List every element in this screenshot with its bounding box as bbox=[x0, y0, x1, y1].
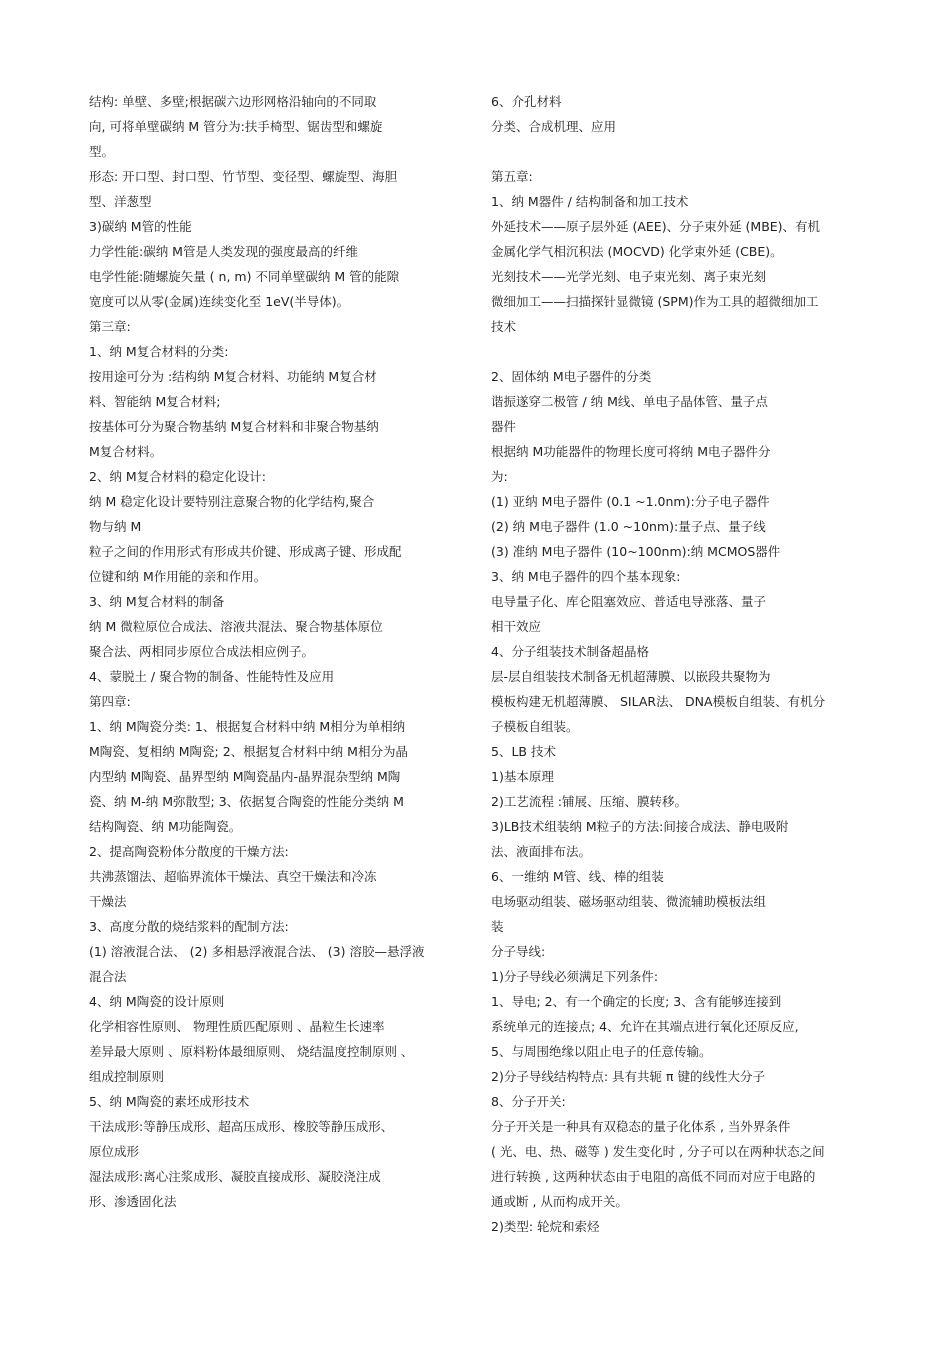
left-column bbox=[89, 89, 449, 1214]
text-line: 湿法成形:离心注浆成形、凝胶直接成形、凝胶浇注成 bbox=[89, 1169, 381, 1184]
text-line: 结构陶瓷、纳 M功能陶瓷。 bbox=[89, 819, 242, 834]
text-line: 组成控制原则 bbox=[89, 1069, 165, 1084]
text-line: 电场驱动组装、磁场驱动组装、微流辅助模板法组 bbox=[491, 894, 767, 909]
text-line: 差异最大原则 、原料粉体最细原则、 烧结温度控制原则 、 bbox=[89, 1044, 414, 1059]
text-line: 5、与周围绝缘以阻止电子的任意传输。 bbox=[491, 1044, 712, 1059]
text-line: 3、高度分散的烧结浆料的配制方法: bbox=[89, 919, 289, 934]
text-line: 4、分子组装技术制备超晶格 bbox=[491, 644, 649, 659]
text-line: (1) 亚纳 M电子器件 (0.1 ~1.0nm):分子电子器件 bbox=[491, 494, 770, 509]
text-line: 4、蒙脱土 / 聚合物的制备、性能特性及应用 bbox=[89, 669, 335, 684]
text-line: 第四章: bbox=[89, 694, 131, 709]
text-line: 6、一维纳 M管、线、棒的组装 bbox=[491, 869, 664, 884]
text-line: 2、固体纳 M电子器件的分类 bbox=[491, 369, 652, 384]
text-line: 物与纳 M bbox=[89, 519, 142, 534]
text-line: 1、纳 M陶瓷分类: 1、根据复合材料中纳 M相分为单相纳 bbox=[89, 719, 406, 734]
text-line: 化学相容性原则、 物理性质匹配原则 、晶粒生长速率 bbox=[89, 1019, 385, 1034]
text-line: 2)分子导线结构特点: 具有共轭 π 键的线性大分子 bbox=[491, 1069, 765, 1084]
text-line: 宽度可以从零(金属)连续变化至 1eV(半导体)。 bbox=[89, 294, 350, 309]
text-line: 2)工艺流程 :铺展、压缩、膜转移。 bbox=[491, 794, 688, 809]
text-line: 3、纳 M复合材料的制备 bbox=[89, 594, 225, 609]
text-line: 子模板自组装。 bbox=[491, 719, 579, 734]
text-line: 形态: 开口型、封口型、竹节型、变径型、螺旋型、海胆 bbox=[89, 169, 398, 184]
text-line: 为: bbox=[491, 469, 508, 484]
text-line: ( 光、电、热、磁等 ) 发生变化时 , 分子可以在两种状态之间 bbox=[491, 1144, 825, 1159]
text-line: 5、纳 M陶瓷的素坯成形技术 bbox=[89, 1094, 250, 1109]
text-line: 2、提高陶瓷粉体分散度的干燥方法: bbox=[89, 844, 289, 859]
text-line: 通或断 , 从而构成开关。 bbox=[491, 1194, 628, 1209]
text-line: 第三章: bbox=[89, 319, 131, 334]
text-line: 电学性能:随螺旋矢量 ( n, m) 不同单壁碳纳 M 管的能隙 bbox=[89, 269, 400, 284]
text-line: 微细加工——扫描探针显微镜 (SPM)作为工具的超微细加工 bbox=[491, 294, 819, 309]
text-line: 按用途可分为 :结构纳 M复合材料、功能纳 M复合材 bbox=[89, 369, 377, 384]
text-line: 型。 bbox=[89, 144, 115, 159]
text-line: 光刻技术——光学光刻、电子束光刻、离子束光刻 bbox=[491, 269, 767, 284]
text-line: 第五章: bbox=[491, 169, 533, 184]
text-line: M复合材料。 bbox=[89, 444, 163, 459]
text-line: (1) 溶液混合法、 (2) 多相悬浮液混合法、 (3) 溶胶—悬浮液 bbox=[89, 944, 425, 959]
text-line: 8、分子开关: bbox=[491, 1094, 566, 1109]
text-line: 外延技术——原子层外延 (AEE)、分子束外延 (MBE)、有机 bbox=[491, 219, 821, 234]
text-line: 装 bbox=[491, 919, 504, 934]
text-line: 结构: 单壁、多壁;根据碳六边形网格沿轴向的不同取 bbox=[89, 94, 377, 109]
text-line: 干燥法 bbox=[89, 894, 127, 909]
text-line: 分子开关是一种具有双稳态的量子化体系 , 当外界条件 bbox=[491, 1119, 791, 1134]
text-line: 模板构建无机超薄膜、 SILAR法、 DNA模板自组装、有机分 bbox=[491, 694, 826, 709]
text-line: 根据纳 M功能器件的物理长度可将纳 M电子器件分 bbox=[491, 444, 771, 459]
right-column bbox=[491, 89, 853, 1239]
text-line: 瓷、纳 M-纳 M弥散型; 3、依据复合陶瓷的性能分类纳 M bbox=[89, 794, 404, 809]
text-line: 型、洋葱型 bbox=[89, 194, 152, 209]
text-line: 5、LB 技术 bbox=[491, 744, 556, 759]
text-line: M陶瓷、复相纳 M陶瓷; 2、根据复合材料中纳 M相分为晶 bbox=[89, 744, 408, 759]
text-line: 1、纳 M复合材料的分类: bbox=[89, 344, 229, 359]
text-line: 2、纳 M复合材料的稳定化设计: bbox=[89, 469, 266, 484]
text-line: (2) 纳 M电子器件 (1.0 ~10nm):量子点、量子线 bbox=[491, 519, 766, 534]
text-line: 干法成形:等静压成形、超高压成形、橡胶等静压成形、 bbox=[89, 1119, 394, 1134]
text-line: 混合法 bbox=[89, 969, 127, 984]
text-line: 谐振遂穿二极管 / 纳 M线、单电子晶体管、量子点 bbox=[491, 394, 768, 409]
text-line: 器件 bbox=[491, 419, 517, 434]
text-line: 3、纳 M电子器件的四个基本现象: bbox=[491, 569, 681, 584]
text-line: 3)碳纳 M管的性能 bbox=[89, 219, 192, 234]
text-line: 系统单元的连接点; 4、允许在其端点进行氧化还原反应, bbox=[491, 1019, 799, 1034]
text-line: 技术 bbox=[491, 319, 517, 334]
text-line: 金属化学气相沉积法 (MOCVD) 化学束外延 (CBE)。 bbox=[491, 244, 783, 259]
text-line: 纳 M 稳定化设计要特别注意聚合物的化学结构,聚合 bbox=[89, 494, 375, 509]
text-line: 共沸蒸馏法、超临界流体干燥法、真空干燥法和冷冻 bbox=[89, 869, 377, 884]
text-line: 位键和纳 M作用能的亲和作用。 bbox=[89, 569, 267, 584]
text-line: 形、渗透固化法 bbox=[89, 1194, 177, 1209]
text-line: 分类、合成机理、应用 bbox=[491, 119, 617, 134]
text-line: (3) 准纳 M电子器件 (10~100nm):纳 MCMOS器件 bbox=[491, 544, 781, 559]
text-line: 6、介孔材料 bbox=[491, 94, 562, 109]
text-line: 1)分子导线必须满足下列条件: bbox=[491, 969, 659, 984]
text-line: 2)类型: 轮烷和索烃 bbox=[491, 1219, 600, 1234]
text-line: 分子导线: bbox=[491, 944, 546, 959]
text-line: 电导量子化、库仑阻塞效应、普适电导涨落、量子 bbox=[491, 594, 767, 609]
text-line: 进行转换 , 这两种状态由于电阻的高低不同而对应于电路的 bbox=[491, 1169, 816, 1184]
text-line: 内型纳 M陶瓷、晶界型纳 M陶瓷晶内-晶界混杂型纳 M陶 bbox=[89, 769, 401, 784]
text-line: 法、液面排布法。 bbox=[491, 844, 592, 859]
text-line: 原位成形 bbox=[89, 1144, 140, 1159]
text-line: 力学性能:碳纳 M管是人类发现的强度最高的纤维 bbox=[89, 244, 358, 259]
text-line: 1)基本原理 bbox=[491, 769, 554, 784]
text-line: 1、纳 M器件 / 结构制备和加工技术 bbox=[491, 194, 689, 209]
text-line: 向, 可将单壁碳纳 M 管分为:扶手椅型、锯齿型和螺旋 bbox=[89, 119, 383, 134]
text-line: 粒子之间的作用形式有形成共价键、形成离子键、形成配 bbox=[89, 544, 402, 559]
text-line: 4、纳 M陶瓷的设计原则 bbox=[89, 994, 225, 1009]
text-line: 按基体可分为聚合物基纳 M复合材料和非聚合物基纳 bbox=[89, 419, 379, 434]
text-line: 纳 M 微粒原位合成法、溶液共混法、聚合物基体原位 bbox=[89, 619, 383, 634]
text-line: 料、智能纳 M复合材料; bbox=[89, 394, 221, 409]
text-line: 层-层自组装技术制备无机超薄膜、以嵌段共聚物为 bbox=[491, 669, 771, 684]
text-line: 1、导电; 2、有一个确定的长度; 3、含有能够连接到 bbox=[491, 994, 782, 1009]
text-line bbox=[491, 339, 853, 364]
text-line bbox=[491, 139, 853, 164]
text-line: 3)LB技术组装纳 M粒子的方法:间接合成法、静电吸附 bbox=[491, 819, 789, 834]
text-line: 相干效应 bbox=[491, 619, 542, 634]
text-line: 聚合法、两相同步原位合成法相应例子。 bbox=[89, 644, 315, 659]
